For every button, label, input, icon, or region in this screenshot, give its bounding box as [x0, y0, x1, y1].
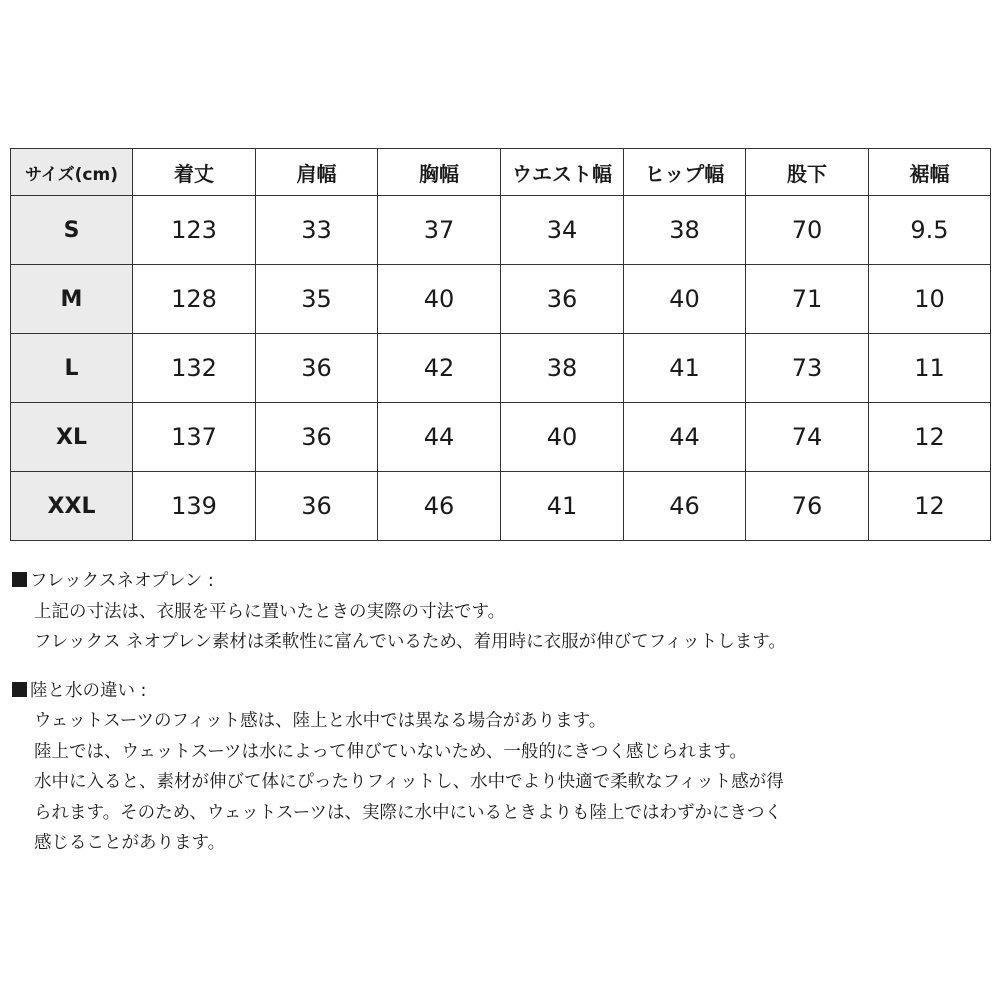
table-row [11, 472, 991, 541]
table-cell: 70 [746, 196, 869, 265]
square-bullet-icon [12, 682, 27, 697]
table-row [11, 265, 991, 334]
column-header-hem: 裾幅 [869, 149, 991, 196]
size-label: M [11, 265, 133, 334]
table-cell: 10 [869, 265, 991, 334]
table-row [11, 334, 991, 403]
table-cell: 9.5 [869, 196, 991, 265]
table-cell: 41 [501, 472, 624, 541]
note-heading-text: フレックスネオプレン : [30, 571, 214, 591]
table-cell: 38 [501, 334, 624, 403]
table-cell: 40 [624, 265, 746, 334]
table-cell: 73 [746, 334, 869, 403]
table-cell: 41 [624, 334, 746, 403]
table-cell: 33 [256, 196, 378, 265]
table-cell: 46 [378, 472, 501, 541]
table-cell: 40 [378, 265, 501, 334]
table-cell: 44 [378, 403, 501, 472]
table-cell: 11 [869, 334, 991, 403]
size-label: XL [11, 403, 133, 472]
table-cell: 123 [133, 196, 256, 265]
column-header-hip: ヒップ幅 [624, 149, 746, 196]
table-row [11, 403, 991, 472]
table-cell: 46 [624, 472, 746, 541]
note-line: 感じることがあります。 [34, 833, 226, 853]
table-cell: 35 [256, 265, 378, 334]
table-cell: 12 [869, 472, 991, 541]
size-label: XXL [11, 472, 133, 541]
table-cell: 36 [256, 403, 378, 472]
note-heading-text: 陸と水の違い : [30, 680, 147, 701]
table-cell: 139 [133, 472, 256, 541]
table-cell: 42 [378, 334, 501, 403]
note-line: 陸上では、ウェットスーツは水によって伸びていないため、一般的にきつく感じられます。 [34, 741, 747, 762]
table-cell: 74 [746, 403, 869, 472]
size-label: S [11, 196, 133, 265]
table-cell: 137 [133, 403, 256, 472]
table-cell: 128 [133, 265, 256, 334]
table-cell: 36 [501, 265, 624, 334]
size-chart-table [10, 148, 991, 541]
note-line: られます。そのため、ウェットスーツは、実際に水中にいるときよりも陸上ではわずかにきつく [34, 802, 782, 823]
column-header-length: 着丈 [133, 149, 256, 196]
note-heading [12, 566, 992, 597]
table-row [11, 196, 991, 265]
table-cell: 36 [256, 334, 378, 403]
table-cell: 37 [378, 196, 501, 265]
table-cell: 71 [746, 265, 869, 334]
note-line: フレックス ネオプレン素材は柔軟性に富んでいるため、着用時に衣服が伸びてフィットします。 [34, 632, 786, 652]
table-cell: 38 [624, 196, 746, 265]
table-cell: 76 [746, 472, 869, 541]
column-header-shoulder: 肩幅 [256, 149, 378, 196]
table-cell: 132 [133, 334, 256, 403]
note-line: 上記の寸法は、衣服を平らに置いたときの実際の寸法です。 [34, 601, 506, 622]
table-cell: 12 [869, 403, 991, 472]
size-label: L [11, 334, 133, 403]
column-header-chest: 胸幅 [378, 149, 501, 196]
table-header-row [11, 149, 991, 196]
note-flex-neoprene [12, 566, 992, 658]
note-land-water [12, 676, 992, 859]
table-cell: 36 [256, 472, 378, 541]
note-line: ウェットスーツのフィット感は、陸上と水中では異なる場合があります。 [34, 711, 607, 731]
notes-section [12, 566, 992, 877]
note-line: 水中に入ると、素材が伸びて体にぴったりフィットし、水中でより快適で柔軟なフィット感が得 [34, 772, 784, 792]
square-bullet-icon [12, 572, 27, 587]
column-header-waist: ウエスト幅 [501, 149, 624, 196]
size-unit-header: サイズ(cm) [11, 149, 133, 196]
table-cell: 40 [501, 403, 624, 472]
note-heading [12, 676, 992, 707]
table-cell: 44 [624, 403, 746, 472]
column-header-inseam: 股下 [746, 149, 869, 196]
table-cell: 34 [501, 196, 624, 265]
